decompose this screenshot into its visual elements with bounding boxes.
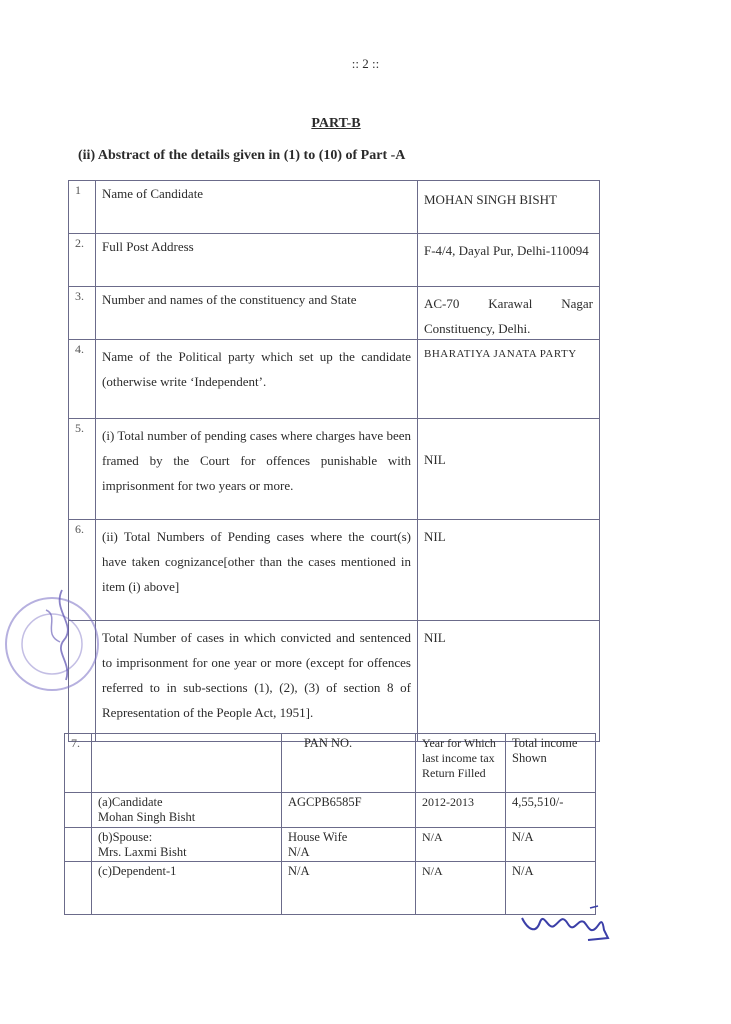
row-value: NIL xyxy=(424,452,446,467)
row-value: AC-70 Karawal Nagar Constituency, Delhi. xyxy=(424,296,593,336)
year-cell: N/A xyxy=(416,828,506,861)
pan-cell: AGCPB6585F xyxy=(282,793,416,827)
year-cell: N/A xyxy=(416,862,506,914)
part-title: PART-B xyxy=(311,116,361,131)
official-stamp-icon xyxy=(2,570,104,718)
person-role: (b)Spouse: xyxy=(98,830,153,844)
person-cell xyxy=(92,793,282,827)
person-name: Mrs. Laxmi Bisht xyxy=(98,845,187,859)
row-number xyxy=(65,862,92,914)
row-value: F-4/4, Dayal Pur, Delhi-110094 xyxy=(424,243,589,258)
row-number: 7. xyxy=(65,734,92,792)
person-role: (a)Candidate xyxy=(98,795,163,809)
income-table xyxy=(64,733,596,915)
header-blank xyxy=(92,734,282,792)
row-description: Full Post Address xyxy=(96,234,418,286)
table-row xyxy=(69,339,599,418)
row-value: BHARATIYA JANATA PARTY xyxy=(424,348,577,360)
row-value: NIL xyxy=(424,630,446,645)
table-row xyxy=(69,181,599,233)
row-number: 1 xyxy=(69,181,96,233)
row-number: 5. xyxy=(69,419,96,519)
row-number: 6. xyxy=(69,520,96,620)
row-number: 3. xyxy=(69,287,96,339)
signature-icon xyxy=(518,900,614,946)
pan-line: N/A xyxy=(288,845,310,859)
row-value: NIL xyxy=(424,529,446,544)
row-value: MOHAN SINGH BISHT xyxy=(424,192,557,207)
table-row xyxy=(65,792,595,827)
pan-cell xyxy=(282,828,416,861)
table-row xyxy=(69,233,599,286)
table-row xyxy=(69,620,599,741)
table-row xyxy=(65,861,595,914)
row-description: (ii) Total Numbers of Pending cases where the court(s) have taken cognizance[other than the cases mentioned in item (i) above] xyxy=(96,520,418,620)
year-cell: 2012-2013 xyxy=(416,793,506,827)
page-number: :: 2 :: xyxy=(351,56,380,71)
row-description: Number and names of the constituency and State xyxy=(96,287,418,339)
pan-line: House Wife xyxy=(288,830,348,844)
income-cell: N/A xyxy=(512,864,534,878)
income-cell: N/A xyxy=(512,830,534,844)
income-header-row xyxy=(65,734,595,792)
row-description: Total Number of cases in which convicted and sentenced to imprisonment for one year or more (except for offences referred to in sub-sections (1), (2), (3) of section 8 of Representation of the People Act, 1951]. xyxy=(96,621,418,741)
details-table xyxy=(68,180,600,742)
income-cell: 4,55,510/- xyxy=(512,795,564,809)
table-row xyxy=(69,418,599,519)
pan-cell: N/A xyxy=(282,862,416,914)
header-income: Total income Shown xyxy=(512,736,578,765)
table-row xyxy=(69,286,599,339)
row-number xyxy=(65,793,92,827)
row-number: 4. xyxy=(69,340,96,418)
row-number xyxy=(65,828,92,861)
row-number: 2. xyxy=(69,234,96,286)
person-name: Mohan Singh Bisht xyxy=(98,810,196,824)
table-row xyxy=(65,827,595,861)
table-row xyxy=(69,519,599,620)
row-description: Name of the Political party which set up the candidate (otherwise write ‘Independent’. xyxy=(96,340,418,418)
person-cell xyxy=(92,828,282,861)
abstract-heading: (ii) Abstract of the details given in (1) to (10) of Part -A xyxy=(78,148,406,163)
person-cell xyxy=(92,862,282,914)
header-year: Year for Which last income tax Return Filled xyxy=(416,734,506,792)
header-pan: PAN NO. xyxy=(282,734,416,792)
row-description: Name of Candidate xyxy=(96,181,418,233)
row-description: (i) Total number of pending cases where charges have been framed by the Court for offences punishable with imprisonment for two years or more. xyxy=(96,419,418,519)
person-role: (c)Dependent-1 xyxy=(98,864,177,878)
